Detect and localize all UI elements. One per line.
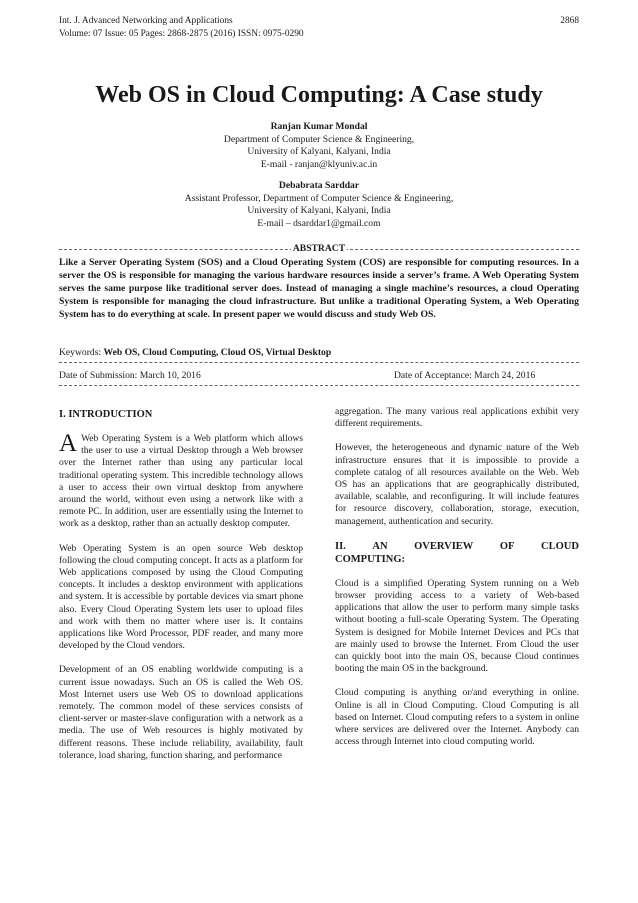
abstract-text: Like a Server Operating System (SOS) and a Cloud Operating System (COS) are responsible for computing resources. In a server the OS is responsible for managing the various hardware resources inside a server’s frame. A Web Operating System serves the same purpose like traditional server does. Instead of managing a single machine’s resources, a cloud Operating System is responsible for managing the cloud infrastructure. But unlike a traditional Operating System, a Web Operating System has to do everything at scale. In present paper we would discuss and study Web OS. — [59, 257, 579, 320]
paragraph-text: Web Operating System is a Web platform which allows the user to use a virtual Desktop through a Web browser over the Internet rather than using any particular local traditional operating system. This incredible technology allows a user to access their own virtual desktop from anywhere around the world, without even using a network like with a remote PC. In addition, user are essentially using the Internet to work as a desktop, rather than an actually desktop computer. — [59, 433, 303, 530]
paragraph: Cloud computing is anything or/and everything in online. Online is all in Cloud Computing. Cloud Computing is all based on Internet. Cloud computing refers to a system in online where services are delivered over the Internet. Anybody can access through Internet into cloud computing world. — [335, 687, 579, 748]
heading-word: OVERVIEW — [414, 540, 474, 552]
section-heading-introduction: I. INTRODUCTION — [59, 409, 153, 420]
author-block-2 — [0, 180, 638, 230]
volume-line: Volume: 07 Issue: 05 Pages: 2868-2875 (2016) ISSN: 0975-0290 — [59, 28, 304, 39]
journal-name: Int. J. Advanced Networking and Applications — [59, 16, 233, 26]
author-university: University of Kalyani, Kalyani, India — [247, 205, 391, 217]
divider — [59, 362, 579, 363]
running-header — [59, 15, 579, 40]
paragraph: Development of an OS enabling worldwide computing is a current issue nowadays. Such an OS is called the Web OS. Most Internet users use Web OS to download applications remotely. The common model of these services consists of client-server or master-slave configuration with a network as a media. The use of Web resources is highly motivated by different reasons. These include reliability, availability, fault tolerance, load sharing, function sharing, and performance — [59, 664, 303, 761]
abstract-heading — [59, 243, 579, 255]
keywords-value: Web OS, Cloud Computing, Cloud OS, Virtual Desktop — [103, 347, 332, 358]
paragraph: Web Operating System is an open source Web desktop following the cloud computing concept. It acts as a platform for Web applications composed by using the Cloud Computing concepts. It includes a desktop environment with applications and system. It is accessible by portable devices via smart phone also. Every Cloud Operating System lets user to upload files and work with them no matter where user is. It contains applications like Word Processor, PDF reader, and many more developed by the Cloud vendors. — [59, 542, 303, 652]
author-email: E-mail - ranjan@klyuniv.ac.in — [260, 158, 378, 170]
author-email: E-mail – dsarddar1@gmail.com — [257, 217, 381, 229]
paragraph: Cloud is a simplified Operating System running on a Web browser providing access to a variety of Web-based applications that allow the user to perform many simple tasks without booting a full-scale Operating System. The Operating System is designed for Mobile Internet Devices and PCs that are mainly used to browse the Internet. From Cloud the user can quickly boot into the main OS, because Cloud continues booting the main OS in the background. — [335, 577, 579, 675]
paragraph: However, the heterogeneous and dynamic nature of the Web infrastructure ensures that it is impossible to provide a complete catalog of all resources available on the Web. Web OS has an applications that are geographically distributed, available, scalable, and reconfiguring. It will include features for resource discovery, collaboration, storage, execution, management, authentication and security. — [335, 442, 579, 527]
paragraph — [59, 430, 303, 531]
heading-word: OF — [499, 540, 515, 552]
author-affiliation: Department of Computer Science & Engineering, — [223, 133, 415, 145]
author-name: Ranjan Kumar Mondal — [270, 121, 368, 132]
heading-word: CLOUD — [541, 540, 579, 552]
drop-cap: A — [59, 430, 78, 457]
submission-date: Date of Submission: March 10, 2016 — [59, 370, 201, 381]
right-column — [335, 406, 579, 760]
author-affiliation: Assistant Professor, Department of Computer Science & Engineering, — [184, 192, 454, 204]
paper-title: Web OS in Cloud Computing: A Case study — [95, 82, 543, 108]
keywords-label: Keywords — [59, 347, 99, 358]
page-number: 2868 — [560, 16, 579, 26]
author-university: University of Kalyani, Kalyani, India — [247, 146, 391, 158]
heading-word: AN — [372, 540, 388, 552]
left-column — [59, 408, 303, 774]
heading-word: II. — [335, 540, 346, 552]
divider — [59, 385, 579, 386]
acceptance-date: Date of Acceptance: March 24, 2016 — [394, 370, 536, 381]
keywords: Keywords: Web OS, Cloud Computing, Cloud OS, Virtual Desktop — [59, 347, 332, 358]
dates-row — [59, 370, 579, 382]
abstract-label: ABSTRACT — [292, 243, 346, 254]
section-heading-overview — [335, 540, 579, 566]
author-name: Debabrata Sarddar — [278, 180, 360, 191]
heading-word: COMPUTING: — [335, 553, 405, 565]
paragraph: aggregation. The many various real applications exhibit very different requirements. — [335, 406, 579, 430]
author-block-1 — [0, 121, 638, 171]
